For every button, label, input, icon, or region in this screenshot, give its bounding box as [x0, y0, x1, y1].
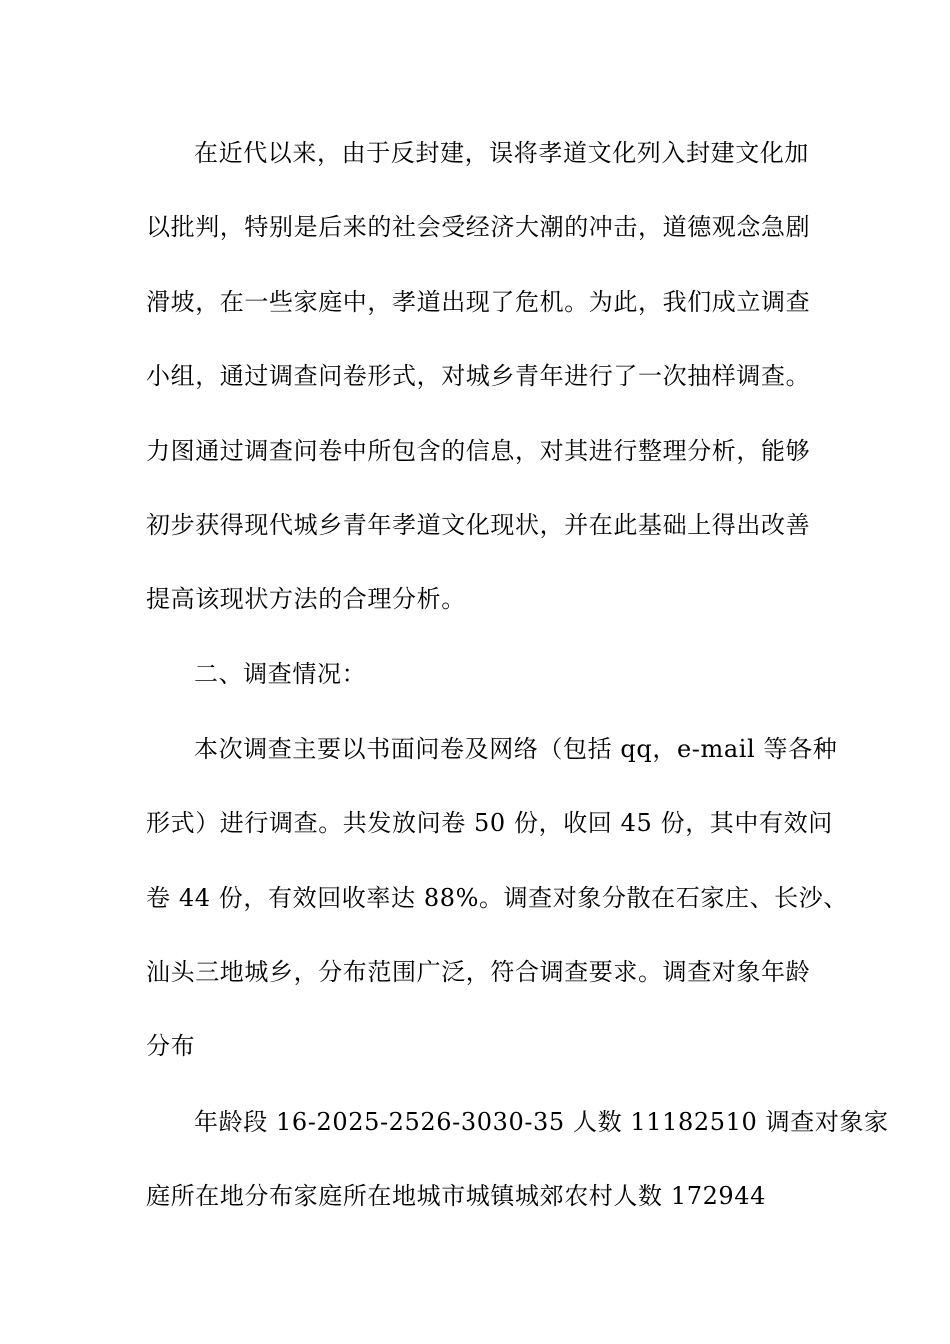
- paragraph-2-line-5: 分布: [146, 1032, 196, 1060]
- paragraph-3-line-2: 庭所在地分布家庭所在地城市城镇城郊农村人数 172944: [146, 1182, 767, 1210]
- paragraph-2-line-4: 汕头三地城乡，分布范围广泛，符合调查要求。调查对象年龄: [146, 958, 811, 986]
- paragraph-1-line-3: 滑坡，在一些家庭中，孝道出现了危机。为此，我们成立调查: [146, 288, 811, 316]
- paragraph-2-line-2: 形式）进行调查。共发放问卷 50 份，收回 45 份，其中有效问: [146, 809, 833, 837]
- paragraph-1-line-5: 力图通过调查问卷中所包含的信息，对其进行整理分析，能够: [146, 437, 811, 465]
- paragraph-1-line-2: 以批判，特别是后来的社会受经济大潮的冲击，道德观念急剧: [146, 213, 811, 241]
- paragraph-3-line-1: 年龄段 16-2025-2526-3030-35 人数 11182510 调查对象家: [194, 1108, 889, 1136]
- paragraph-1-line-6: 初步获得现代城乡青年孝道文化现状，并在此基础上得出改善: [146, 511, 811, 539]
- section-heading: 二、调查情况：: [194, 660, 367, 688]
- paragraph-2-line-3: 卷 44 份，有效回收率达 88%。调查对象分散在石家庄、长沙、: [146, 884, 848, 912]
- paragraph-1-line-4: 小组，通过调查问卷形式，对城乡青年进行了一次抽样调查。: [146, 362, 811, 390]
- paragraph-2-line-1: 本次调查主要以书面问卷及网络（包括 qq，e-mail 等各种: [194, 735, 838, 763]
- paragraph-1-line-7: 提高该现状方法的合理分析。: [146, 585, 466, 613]
- paragraph-1-line-1: 在近代以来，由于反封建，误将孝道文化列入封建文化加: [194, 139, 809, 167]
